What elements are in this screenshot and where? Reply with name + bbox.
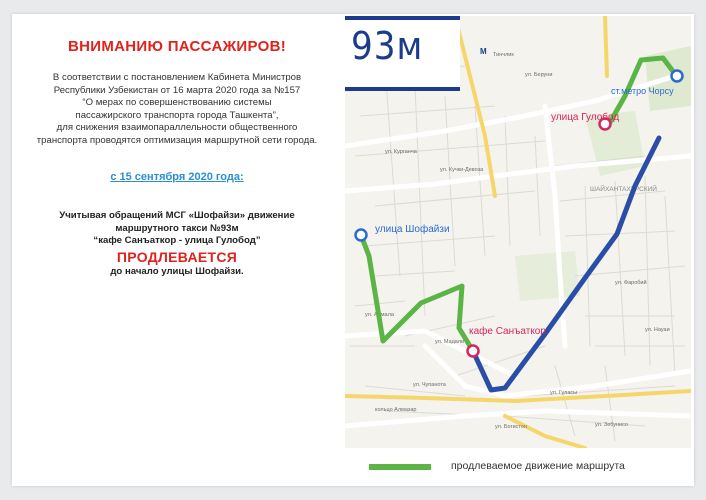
stop-marker-sanatkor (468, 346, 479, 357)
map-legend (343, 454, 694, 486)
stop-label-chorsu: ст.метро Чорсу (611, 86, 674, 96)
intro-line: В соответствии с постановлением Кабинета Министров (52, 72, 302, 83)
street-label: ул. Гуласы (550, 390, 578, 396)
district-label: ШАЙХАНТАХУРСКИЙ (590, 186, 657, 193)
street-label: ул. Зебунисо (595, 422, 628, 428)
street-label: кольцо Алмазар (375, 407, 417, 413)
legend-swatch-green (369, 464, 431, 470)
intro-line: для снижения взаимопараллельности общественного (56, 122, 298, 133)
route-map (345, 16, 691, 448)
stop-label-sanatkor: кафе Санъаткор (469, 326, 546, 337)
street-label: ул. Беруни (525, 72, 553, 78)
route-number-badge (345, 16, 460, 91)
effective-date: с 15 сентября 2020 года: (110, 171, 244, 183)
route-number: 93м (351, 24, 424, 68)
body-line: “кафе Санъаткор - улица Гулобод” (93, 235, 261, 246)
body-line: Учитывая обращений МСГ «Шофайзи» движение (59, 210, 295, 221)
street-label: ул. Науаи (645, 327, 670, 333)
notice-body (22, 210, 332, 278)
notice-intro (22, 72, 332, 147)
legend-label: продлеваемое движение маршрута (451, 460, 625, 472)
park-area (515, 251, 580, 301)
final-line: до начало улицы Шофайзи. (110, 265, 244, 277)
notice-title: ВНИМАНИЮ ПАССАЖИРОВ! (67, 38, 287, 55)
notice-text-panel (12, 14, 342, 486)
intro-line: транспорта проводятся оптимизация маршрутной сети города. (36, 134, 318, 146)
stop-label-shofayzi: улица Шофайзи (375, 224, 450, 235)
stop-marker-chorsu (672, 71, 683, 82)
street-label: ул. Мадали (435, 339, 465, 345)
notice-card (12, 14, 694, 486)
street-label: ул. Чупанота (413, 382, 446, 388)
street-label: ул. Богистон (495, 424, 527, 430)
intro-line: пассажирского транспорта города Ташкента”, (75, 109, 279, 121)
intro-line: “О мерах по совершенствованию системы (82, 97, 272, 108)
street-label: ул. Кучки-Девоза (440, 167, 484, 173)
metro-icon: М (480, 47, 487, 56)
street-label: ул. Курганча (385, 149, 417, 155)
body-line: маршрутного такси №93м (115, 222, 239, 234)
street-label: Тинчлик (493, 52, 514, 58)
street-label: ул. Алмала (365, 312, 394, 318)
intro-line: Республики Узбекистан от 16 марта 2020 года за №157 (53, 84, 301, 96)
map-panel (343, 14, 694, 486)
street-label: ул. Фаробий (615, 280, 647, 286)
stop-marker-shofayzi (356, 230, 367, 241)
extends-word: ПРОДЛЕВАЕТСЯ (116, 248, 238, 265)
stop-label-gulobod: улица Гулобод (551, 112, 620, 123)
